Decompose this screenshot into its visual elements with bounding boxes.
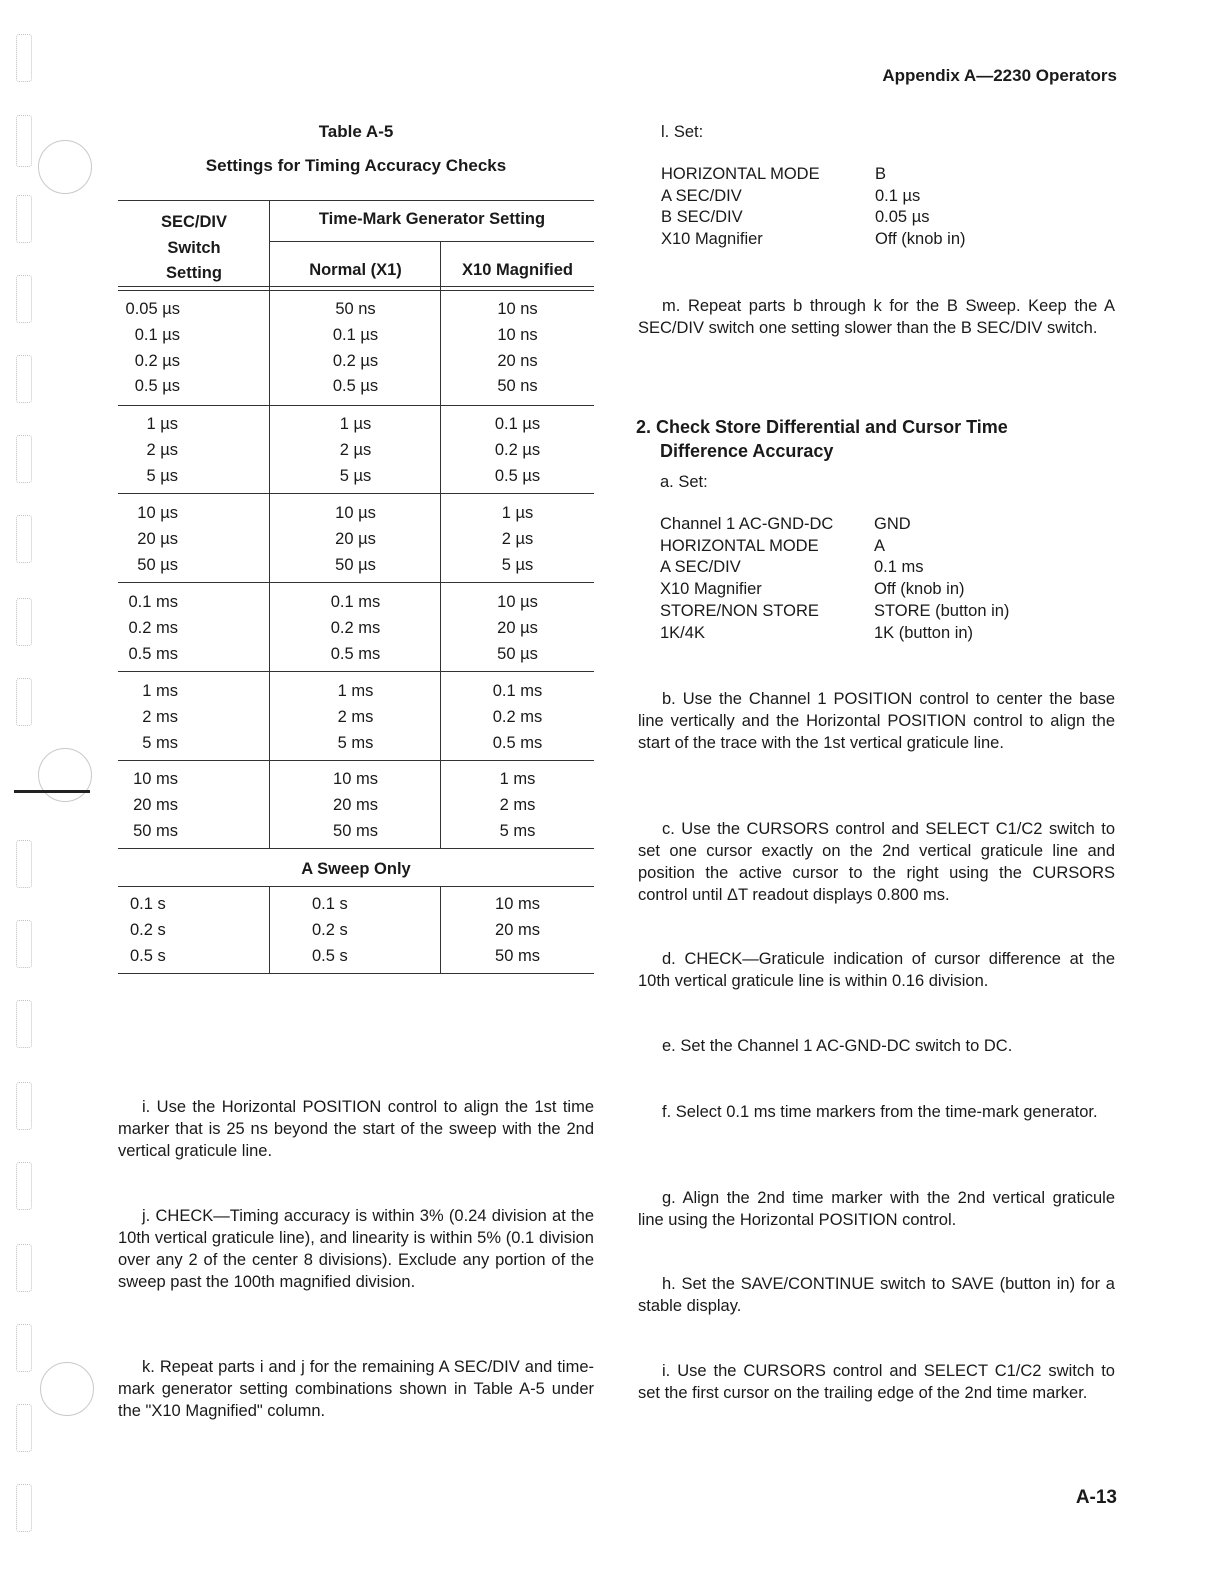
cell-x10: 0.5 µs <box>494 466 541 485</box>
setting-name: B SEC/DIV <box>661 208 743 227</box>
cell-secdiv: 0.2 µs <box>134 351 180 370</box>
table-rule <box>118 582 594 583</box>
margin-mark <box>16 598 32 646</box>
table-rule <box>118 200 594 201</box>
margin-mark <box>16 515 32 563</box>
step-b <box>638 688 1115 754</box>
cell-normal: 0.1 s <box>312 895 348 913</box>
cell-secdiv: 2 µs <box>146 440 178 459</box>
cell-secdiv: 0.2 s <box>130 920 166 939</box>
step-a-label: a. Set: <box>660 473 708 491</box>
step-h <box>638 1273 1115 1317</box>
cell-x10: 10 ns <box>497 325 538 344</box>
setting-value: 0.05 µs <box>875 208 930 227</box>
step-text: k. Repeat parts i and j for the remaining A SEC/DIV and time-mark generator setting combinations shown in Table A-5 under the "X10 Magnified" column. <box>118 1358 594 1420</box>
cell-x10: 20 ms <box>495 920 540 939</box>
setting-value: STORE (button in) <box>874 601 1010 620</box>
step-text: b. Use the Channel 1 POSITION control to center the base line vertically and the Horizontal POSITION control to align the start of the trace with the 1st vertical graticule line. <box>638 690 1115 752</box>
cell-x10: 2 µs <box>501 529 534 548</box>
table-rule <box>118 886 594 887</box>
cell-secdiv: 5 ms <box>142 733 178 752</box>
setting-value: Off (knob in) <box>874 580 965 599</box>
cell-normal: 20 ms <box>333 795 378 814</box>
table-rule <box>118 760 594 761</box>
setting-row <box>660 579 1100 601</box>
col-header-line: Setting <box>166 264 222 282</box>
step-m <box>638 295 1115 339</box>
setting-row <box>660 623 1100 645</box>
cell-normal: 0.1 ms <box>330 593 381 611</box>
setting-name: 1K/4K <box>660 623 705 642</box>
step-g <box>638 1187 1115 1231</box>
cell-normal: 1 µs <box>339 415 372 433</box>
cell-secdiv: 50 ms <box>133 821 178 840</box>
cell-normal: 0.5 s <box>312 946 348 965</box>
section-title-line: Difference Accuracy <box>660 441 834 461</box>
step-text: f. Select 0.1 ms time markers from the time-mark generator. <box>662 1103 1098 1121</box>
cell-secdiv: 0.1 ms <box>128 593 178 611</box>
setting-value: B <box>875 165 887 183</box>
margin-mark <box>16 840 32 888</box>
setting-name: STORE/NON STORE <box>660 601 819 620</box>
step-c <box>638 818 1115 906</box>
col-header-secdiv <box>118 210 270 287</box>
step-e <box>638 1035 1115 1057</box>
margin-mark <box>16 1082 32 1130</box>
setting-row <box>661 164 1081 186</box>
table-subtitle: Settings for Timing Accuracy Checks <box>205 156 507 175</box>
table-rule <box>118 290 594 291</box>
setting-name: A SEC/DIV <box>661 186 742 205</box>
setting-value: 1K (button in) <box>874 623 974 642</box>
step-text: i. Use the Horizontal POSITION control to align the 1st time marker that is 25 ns beyond the start of the sweep with the 2nd vertical graticule line. <box>118 1098 594 1160</box>
cell-x10: 10 ns <box>497 300 538 318</box>
margin-mark <box>16 678 32 726</box>
step-i-right <box>638 1360 1115 1404</box>
table-rule <box>118 493 594 494</box>
setting-name: A SEC/DIV <box>660 558 741 577</box>
cell-x10: 0.5 ms <box>492 733 543 752</box>
cell-normal: 0.2 ms <box>330 618 381 637</box>
setting-value: A <box>874 536 886 555</box>
cell-secdiv: 20 ms <box>133 795 178 814</box>
cell-secdiv: 0.05 µs <box>125 300 180 318</box>
cell-secdiv: 1 µs <box>146 415 178 433</box>
step-j <box>118 1205 594 1293</box>
setting-value: 0.1 µs <box>875 186 921 205</box>
step-text: h. Set the SAVE/CONTINUE switch to SAVE (button in) for a stable display. <box>638 1275 1115 1315</box>
cell-x10: 1 ms <box>499 770 536 788</box>
cell-secdiv: 20 µs <box>137 529 178 548</box>
cell-x10: 2 ms <box>499 795 536 814</box>
step-i <box>118 1096 594 1162</box>
margin-mark <box>16 920 32 968</box>
step-text: d. CHECK—Graticule indication of cursor difference at the 10th vertical graticule line is within 0.16 division. <box>638 950 1115 990</box>
step-l-label: l. Set: <box>661 123 704 141</box>
table-rule <box>270 241 594 242</box>
cell-normal: 0.1 µs <box>332 325 379 344</box>
col-header-normal: Normal (X1) <box>309 261 402 279</box>
setting-value: GND <box>874 515 911 533</box>
setting-row <box>661 229 1081 251</box>
binder-mark <box>14 790 90 793</box>
step-l-settings <box>661 164 1081 251</box>
timing-accuracy-table <box>118 198 594 976</box>
cell-secdiv: 0.5 ms <box>128 644 178 663</box>
setting-row <box>661 186 1081 208</box>
cell-x10: 0.2 µs <box>494 440 541 459</box>
cell-x10: 20 ns <box>497 351 538 370</box>
setting-name: Channel 1 AC-GND-DC <box>660 515 834 533</box>
binder-hole <box>40 1362 94 1416</box>
step-text: i. Use the CURSORS control and SELECT C1/C2 switch to set the first cursor on the trailing edge of the 2nd time marker. <box>638 1362 1115 1402</box>
cell-secdiv: 10 ms <box>133 770 178 788</box>
margin-mark <box>16 34 32 82</box>
cell-secdiv: 0.5 µs <box>134 377 180 396</box>
cell-normal: 50 ms <box>333 821 378 840</box>
cell-normal: 10 ms <box>333 770 378 788</box>
cell-normal: 2 µs <box>339 440 372 459</box>
cell-normal: 5 µs <box>339 466 372 485</box>
setting-row <box>661 207 1081 229</box>
cell-x10: 5 ms <box>499 821 536 840</box>
cell-normal: 10 µs <box>335 504 376 522</box>
cell-x10: 0.1 µs <box>494 415 541 433</box>
cell-secdiv: 5 µs <box>146 466 178 485</box>
cell-normal: 0.5 ms <box>330 644 381 663</box>
cell-secdiv: 0.5 s <box>130 946 166 965</box>
step-text: m. Repeat parts b through k for the B Sweep. Keep the A SEC/DIV switch one setting slower than the B SEC/DIV switch. <box>638 297 1115 337</box>
setting-row <box>660 514 1100 536</box>
setting-name: X10 Magnifier <box>660 580 762 599</box>
col-header-x10: X10 Magnified <box>462 261 573 279</box>
cell-normal: 1 ms <box>337 682 374 700</box>
cell-normal: 0.2 s <box>312 920 348 939</box>
setting-value: 0.1 ms <box>874 558 924 577</box>
table-rule <box>118 848 594 849</box>
cell-x10: 50 ns <box>497 377 538 396</box>
cell-x10: 0.2 ms <box>492 707 543 726</box>
step-d <box>638 948 1115 992</box>
setting-value: Off (knob in) <box>875 230 966 249</box>
section-title-line: 2. Check Store Differential and Cursor Time <box>636 417 1008 437</box>
section-2-title <box>636 415 1116 463</box>
margin-mark <box>16 275 32 323</box>
margin-mark <box>16 1484 32 1532</box>
cell-x10: 50 ms <box>495 946 540 965</box>
cell-x10: 1 µs <box>501 504 534 522</box>
step-text: j. CHECK—Timing accuracy is within 3% (0.24 division at the 10th vertical graticule line), and linearity is within 5% (0.1 division over any 2 of the center 8 divisions). Exclude any portion of the sweep past the 100th magnified division. <box>118 1207 594 1291</box>
cell-normal: 50 ns <box>335 300 376 318</box>
step-k <box>118 1356 594 1422</box>
margin-mark <box>16 195 32 243</box>
cell-x10: 5 µs <box>501 555 534 574</box>
col-header-line: SEC/DIV <box>160 213 228 231</box>
step-f <box>638 1101 1115 1123</box>
margin-mark <box>16 355 32 403</box>
sweep-only-label: A Sweep Only <box>301 860 411 878</box>
cell-x10: 50 µs <box>497 644 538 663</box>
cell-normal: 50 µs <box>335 555 376 574</box>
page-number: A-13 <box>1075 1487 1117 1508</box>
cell-secdiv: 0.2 ms <box>128 618 178 637</box>
setting-row <box>660 557 1100 579</box>
margin-mark <box>16 1000 32 1048</box>
table-rule <box>118 671 594 672</box>
margin-mark <box>16 115 32 167</box>
cell-secdiv: 0.1 s <box>130 895 166 913</box>
step-text: g. Align the 2nd time marker with the 2nd vertical graticule line using the Horizontal POSITION control. <box>638 1189 1115 1229</box>
margin-mark <box>16 1244 32 1292</box>
cell-normal: 5 ms <box>337 733 374 752</box>
setting-name: HORIZONTAL MODE <box>661 165 820 183</box>
page-header: Appendix A—2230 Operators <box>882 66 1117 85</box>
margin-mark <box>16 1162 32 1210</box>
cell-normal: 0.2 µs <box>332 351 379 370</box>
cell-secdiv: 2 ms <box>142 707 178 726</box>
cell-normal: 2 ms <box>337 707 374 726</box>
cell-secdiv: 1 ms <box>142 682 178 700</box>
cell-x10: 10 µs <box>497 593 538 611</box>
binder-hole <box>38 748 92 802</box>
setting-name: HORIZONTAL MODE <box>660 536 819 555</box>
setting-row <box>660 601 1100 623</box>
binder-hole <box>38 140 92 194</box>
setting-row <box>660 536 1100 558</box>
cell-secdiv: 50 µs <box>137 555 178 574</box>
step-text: e. Set the Channel 1 AC-GND-DC switch to DC. <box>662 1037 1013 1055</box>
cell-x10: 10 ms <box>495 895 540 913</box>
cell-x10: 0.1 ms <box>492 682 543 700</box>
group-header: Time-Mark Generator Setting <box>318 210 546 228</box>
table-title: Table A-5 <box>318 122 394 141</box>
margin-mark <box>16 1324 32 1372</box>
cell-x10: 20 µs <box>497 618 538 637</box>
col-header-line: Switch <box>167 238 221 257</box>
cell-secdiv: 10 µs <box>137 504 178 522</box>
table-rule <box>118 973 594 974</box>
cell-secdiv: 0.1 µs <box>134 325 180 344</box>
step-a-settings <box>660 514 1100 644</box>
margin-mark <box>16 1404 32 1452</box>
margin-mark <box>16 435 32 483</box>
cell-normal: 20 µs <box>335 529 376 548</box>
table-rule <box>118 405 594 406</box>
step-text: c. Use the CURSORS control and SELECT C1/C2 switch to set one cursor exactly on the 2nd vertical graticule line and position the active cursor to the right using the CURSORS control until ΔT readout displays 0.800 ms. <box>638 820 1115 904</box>
setting-name: X10 Magnifier <box>661 230 763 249</box>
cell-normal: 0.5 µs <box>332 377 379 396</box>
